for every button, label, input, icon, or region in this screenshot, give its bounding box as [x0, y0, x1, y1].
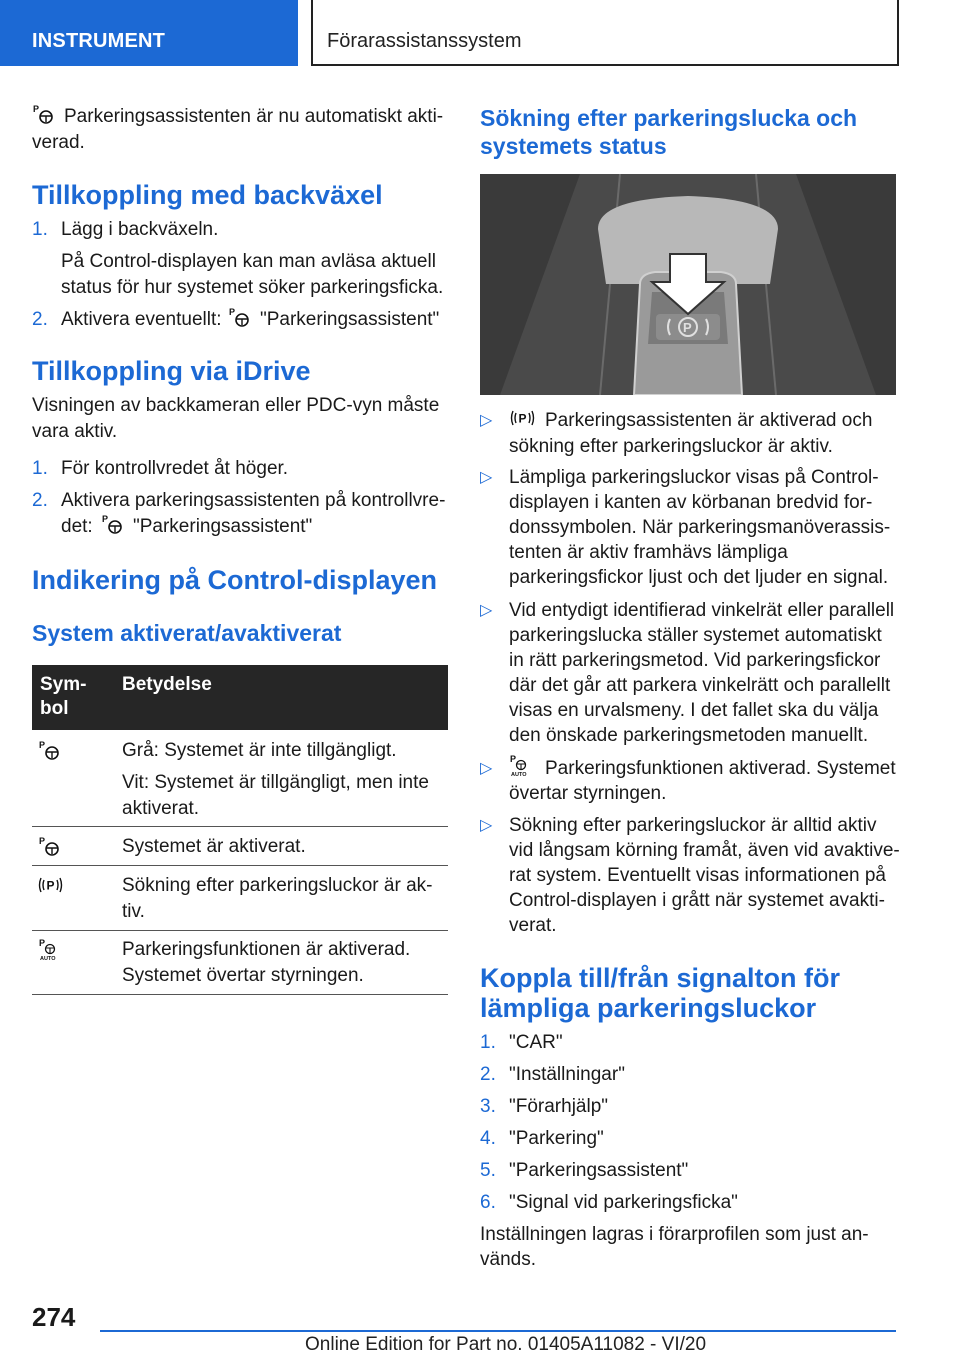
- bullet-arrow: ▷: [480, 469, 493, 486]
- bullet-arrow: ▷: [480, 760, 493, 777]
- table-cell: Grå: Systemet är inte tillgängligt.: [122, 740, 397, 761]
- parking-search-icon: [510, 407, 536, 429]
- step-number: 2.: [32, 309, 48, 330]
- heading-line: lämpliga parkeringsluckor: [480, 993, 817, 1023]
- header-section-label: INSTRUMENT: [32, 30, 166, 52]
- bullet-text: Parkeringsfunktionen aktiverad. Systemet: [545, 758, 896, 779]
- bullet-text: displayen i kanten av körbanan bredvid for-: [509, 492, 873, 513]
- header-chapter-tab: [311, 0, 899, 66]
- bullet-text: Parkeringsassistenten är aktiverad och: [545, 410, 873, 431]
- step-number: 1.: [32, 219, 48, 240]
- step-text: Aktivera eventuellt:: [61, 309, 222, 330]
- outro-text: Inställningen lagras i förarprofilen som just an-: [480, 1224, 869, 1245]
- parking-assistant-icon: [38, 739, 62, 761]
- heading-status: System aktiverat/avaktiverat: [32, 620, 342, 646]
- intro-text-line1: Parkeringsassistenten är nu automatiskt akti-: [64, 106, 444, 127]
- bullet-text: Sökning efter parkeringsluckor är alltid aktiv: [509, 815, 877, 836]
- header-chapter-label: Förarassistanssystem: [327, 30, 522, 52]
- bullet-text: sökning efter parkeringsluckor är aktiv.: [509, 436, 833, 457]
- bullet-text: den önskade parkeringsmetoden manuellt.: [509, 725, 869, 746]
- bullet-text: donssymbolen. När parkeringsmanöverassis-: [509, 517, 891, 538]
- table-cell: Sökning efter parkeringsluckor är ak-: [122, 875, 433, 896]
- idrive-intro: vara aktiv.: [32, 421, 118, 442]
- table-row-divider: [32, 930, 448, 931]
- menu-path-step: "Signal vid parkeringsficka": [509, 1192, 738, 1213]
- heading-idrive: Tillkoppling via iDrive: [32, 356, 311, 386]
- step-number: 3.: [480, 1096, 496, 1117]
- bullet-arrow: ▷: [480, 817, 493, 834]
- heading-line: Sökning efter parkeringslucka och: [480, 105, 858, 131]
- heading-reverse-gear: Tillkoppling med backväxel: [32, 180, 383, 210]
- parking-auto-icon: [38, 937, 64, 963]
- bullet-text: övertar styrningen.: [509, 783, 667, 804]
- bullet-text: visas en urvalsmeny. I det fallet ska du välja: [509, 700, 879, 721]
- table-header: [32, 665, 448, 730]
- parking-auto-icon: [509, 753, 535, 779]
- bullet-text: Lämpliga parkeringsluckor visas på Control-: [509, 467, 879, 488]
- step-number: 6.: [480, 1192, 496, 1213]
- table-header-symbol: [40, 673, 110, 721]
- bullet-text: in rätt parkeringsmetod. Vid parkeringsfickor: [509, 650, 881, 671]
- bullet-text: vid långsam körning framåt, även vid avaktive-: [509, 840, 900, 861]
- table-cell: tiv.: [122, 901, 145, 922]
- step-number: 1.: [32, 458, 48, 479]
- table-cell: Systemet är aktiverat.: [122, 836, 306, 857]
- table-cell: Vit: Systemet är tillgängligt, men inte: [122, 772, 429, 793]
- footer-rule: [100, 1330, 896, 1332]
- heading-indication: Indikering på Control-displayen: [32, 565, 438, 595]
- menu-path-step: "Inställningar": [509, 1064, 625, 1085]
- step-number: 1.: [480, 1032, 496, 1053]
- table-row-divider: [32, 826, 448, 827]
- bullet-text: Control-displayen i grått när systemet avakti-: [509, 890, 885, 911]
- heading-search: [480, 104, 857, 160]
- table-row-divider: [32, 994, 448, 995]
- bullet-text: där det går att parkera vinkelrätt och parallellt: [509, 675, 891, 696]
- menu-path-step: "CAR": [509, 1032, 563, 1053]
- step-text: Aktivera parkeringsassistenten på kontrollvre-: [61, 490, 446, 511]
- heading-signal: [480, 963, 840, 1023]
- step-number: 2.: [480, 1064, 496, 1085]
- bullet-text: parkeringslucka ställer systemet automatiskt: [509, 625, 882, 646]
- table-cell: Systemet övertar styrningen.: [122, 965, 364, 986]
- step-text: "Parkeringsassistent": [260, 309, 440, 330]
- heading-line: systemets status: [480, 133, 667, 159]
- step-number: 2.: [32, 490, 48, 511]
- bullet-text: parkeringsfickor ljust och det ljuder en signal.: [509, 567, 889, 588]
- menu-path-step: "Parkering": [509, 1128, 604, 1149]
- svg-text:P: P: [683, 320, 692, 335]
- step-number: 4.: [480, 1128, 496, 1149]
- header-text: bol: [40, 698, 69, 719]
- step-number: 5.: [480, 1160, 496, 1181]
- menu-path-step: "Förarhjälp": [509, 1096, 609, 1117]
- parking-assistant-icon: [38, 835, 62, 857]
- step-text: För kontrollvredet åt höger.: [61, 458, 289, 479]
- step-text: Lägg i backväxeln.: [61, 219, 219, 240]
- page-number: 274: [32, 1302, 76, 1332]
- bullet-text: rat system. Eventuellt visas informationen på: [509, 865, 887, 886]
- bullet-text: verat.: [509, 915, 557, 936]
- heading-line: Koppla till/från signalton för: [480, 963, 840, 993]
- bullet-text: Vid entydigt identifierad vinkelrät eller parallell: [509, 600, 895, 621]
- table-header-meaning: Betydelse: [122, 674, 212, 695]
- table-cell: Parkeringsfunktionen är aktiverad.: [122, 939, 411, 960]
- parking-display-illustration: [480, 174, 896, 395]
- menu-path-step: "Parkeringsassistent": [509, 1160, 689, 1181]
- table-cell: aktiverat.: [122, 798, 200, 819]
- parking-assistant-icon: [101, 513, 125, 535]
- step-text: det:: [61, 516, 93, 537]
- parking-assistant-icon: [32, 103, 56, 125]
- header-text: Sym-: [40, 674, 87, 695]
- footer-edition: Online Edition for Part no. 01405A11082 - VI/20: [305, 1334, 707, 1355]
- step-text: "Parkeringsassistent": [133, 516, 313, 537]
- intro-text-line2: verad.: [32, 132, 85, 153]
- step-text: status för hur systemet söker parkeringsficka.: [61, 277, 444, 298]
- bullet-text: tenten är aktiv framhävs lämpliga: [509, 542, 788, 563]
- bullet-arrow: ▷: [480, 602, 493, 619]
- header-section-tab: [0, 0, 298, 66]
- parking-assistant-icon: [228, 306, 252, 328]
- idrive-intro: Visningen av backkameran eller PDC-vyn måste: [32, 395, 440, 416]
- step-text: På Control-displayen kan man avläsa aktuell: [61, 251, 436, 272]
- parking-search-icon: [38, 874, 64, 896]
- bullet-arrow: ▷: [480, 412, 493, 429]
- table-row-divider: [32, 865, 448, 866]
- outro-text: vänds.: [480, 1249, 536, 1270]
